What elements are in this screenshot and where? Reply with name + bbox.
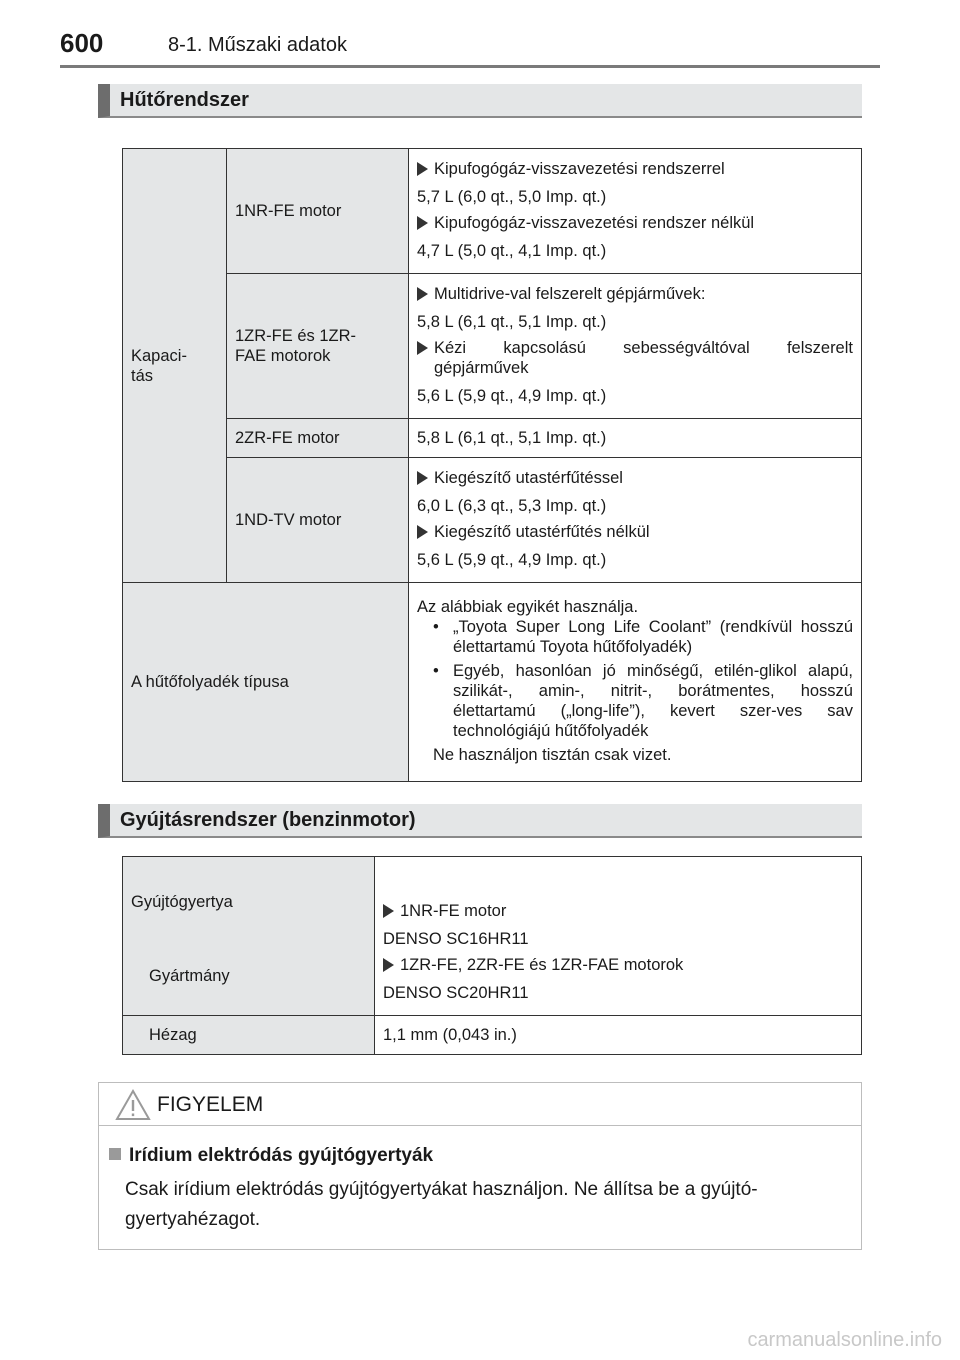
list-item: • „Toyota Super Long Life Coolant” (rendkívül hosszú élettartamú Toyota hűtőfolyadék) bbox=[433, 618, 853, 656]
entry-heading: Kiegészítő utastérfűtés nélkül bbox=[434, 523, 650, 541]
engine-label: 1NR-FE motor bbox=[227, 149, 409, 274]
spark-plug-label-cell bbox=[123, 857, 375, 1016]
arrow-icon bbox=[417, 471, 428, 485]
arrow-icon bbox=[417, 216, 428, 230]
chapter-title: 8-1. Műszaki adatok bbox=[168, 34, 347, 56]
list-item: • Egyéb, hasonlóan jó minőségű, etilén-glikol alapú, szilikát-, amin-, nitrit-, borátmentes, hosszú élettartamú („long-life”), kevert szer-ves sav technológiájú hűtőfolyadék bbox=[433, 662, 853, 740]
capacity-values bbox=[409, 458, 862, 583]
entry-value: 5,6 L (5,9 qt., 4,9 Imp. qt.) bbox=[417, 387, 607, 405]
capacity-values bbox=[409, 274, 862, 419]
coolant-type-label: A hűtőfolyadék típusa bbox=[123, 583, 409, 782]
list-item bbox=[417, 522, 853, 542]
table-row bbox=[123, 149, 862, 274]
table-row bbox=[123, 419, 862, 458]
section-heading-cooling bbox=[98, 84, 862, 118]
spark-plug-values bbox=[375, 857, 862, 1016]
entry-heading: Multidrive-val felszerelt gépjárművek: bbox=[434, 285, 706, 303]
warning-box bbox=[98, 1082, 862, 1250]
table-row bbox=[123, 1016, 862, 1055]
arrow-icon bbox=[417, 162, 428, 176]
list-item bbox=[417, 284, 853, 304]
spark-plug-label: Gyújtógyertya bbox=[131, 893, 233, 911]
entry-value: DENSO SC16HR11 bbox=[383, 930, 529, 948]
table-row bbox=[123, 458, 862, 583]
list-item bbox=[383, 955, 853, 975]
entry-heading: Kipufogógáz-visszavezetési rendszer nélkül bbox=[434, 214, 755, 232]
entry-heading: 1ZR-FE, 2ZR-FE és 1ZR-FAE motorok bbox=[400, 956, 684, 974]
page-header bbox=[60, 28, 880, 62]
make-label: Gyártmány bbox=[149, 967, 230, 985]
table-row bbox=[123, 857, 862, 1016]
section-title: Gyújtásrendszer (benzinmotor) bbox=[120, 809, 416, 831]
ignition-spec-table bbox=[122, 856, 862, 1055]
entry-heading: Kézi kapcsolású sebességváltóval felszerelt gépjárművek bbox=[434, 339, 853, 377]
gap-value: 1,1 mm (0,043 in.) bbox=[375, 1016, 862, 1055]
table-row bbox=[123, 583, 862, 782]
engine-label: 1ND-TV motor bbox=[227, 458, 409, 583]
entry-value: 4,7 L (5,0 qt., 4,1 Imp. qt.) bbox=[417, 242, 607, 260]
page-number: 600 bbox=[60, 28, 104, 58]
list-item bbox=[383, 901, 853, 921]
engine-label: 2ZR-FE motor bbox=[227, 419, 409, 458]
list-item bbox=[417, 159, 853, 179]
table-row bbox=[123, 274, 862, 419]
warning-title: FIGYELEM bbox=[157, 1093, 264, 1116]
entry-value: 5,8 L (6,1 qt., 5,1 Imp. qt.) bbox=[417, 313, 607, 331]
coolant-intro: Az alábbiak egyikét használja. bbox=[417, 598, 639, 616]
cooling-spec-table bbox=[122, 148, 862, 782]
warning-text: Csak irídium elektródás gyújtógyertyákat használjon. Ne állítsa be a gyújtó-gyertyahézagot. bbox=[125, 1179, 758, 1230]
entry-value: 6,0 L (6,3 qt., 5,3 Imp. qt.) bbox=[417, 497, 607, 515]
engine-label: 1ZR-FE és 1ZR- FAE motorok bbox=[227, 274, 409, 419]
gap-label: Hézag bbox=[123, 1016, 375, 1055]
entry-heading: Kipufogógáz-visszavezetési rendszerrel bbox=[434, 160, 725, 178]
coolant-type-value bbox=[409, 583, 862, 782]
capacity-label: Kapaci- tás bbox=[123, 149, 227, 583]
watermark: carmanualsonline.info bbox=[747, 1329, 942, 1351]
warning-subheading: Irídium elektródás gyújtógyertyák bbox=[109, 1145, 433, 1167]
capacity-values bbox=[409, 149, 862, 274]
arrow-icon bbox=[417, 525, 428, 539]
coolant-note: Ne használjon tisztán csak vizet. bbox=[433, 746, 672, 764]
entry-value: 5,7 L (6,0 qt., 5,0 Imp. qt.) bbox=[417, 188, 607, 206]
square-bullet-icon bbox=[109, 1148, 121, 1160]
list-item bbox=[417, 468, 853, 488]
warning-triangle-icon bbox=[115, 1089, 151, 1121]
entry-heading: 1NR-FE motor bbox=[400, 902, 507, 920]
list-item bbox=[417, 338, 853, 378]
header-rule bbox=[60, 65, 880, 68]
entry-value: DENSO SC20HR11 bbox=[383, 984, 529, 1002]
arrow-icon bbox=[383, 958, 394, 972]
arrow-icon bbox=[417, 341, 428, 355]
arrow-icon bbox=[417, 287, 428, 301]
section-heading-ignition bbox=[98, 804, 862, 838]
warning-header bbox=[99, 1083, 861, 1126]
entry-heading: Kiegészítő utastérfűtéssel bbox=[434, 469, 623, 487]
arrow-icon bbox=[383, 904, 394, 918]
capacity-value: 5,8 L (6,1 qt., 5,1 Imp. qt.) bbox=[409, 419, 862, 458]
entry-value: 5,6 L (5,9 qt., 4,9 Imp. qt.) bbox=[417, 551, 607, 569]
list-item bbox=[417, 213, 853, 233]
section-title: Hűtőrendszer bbox=[120, 89, 249, 111]
